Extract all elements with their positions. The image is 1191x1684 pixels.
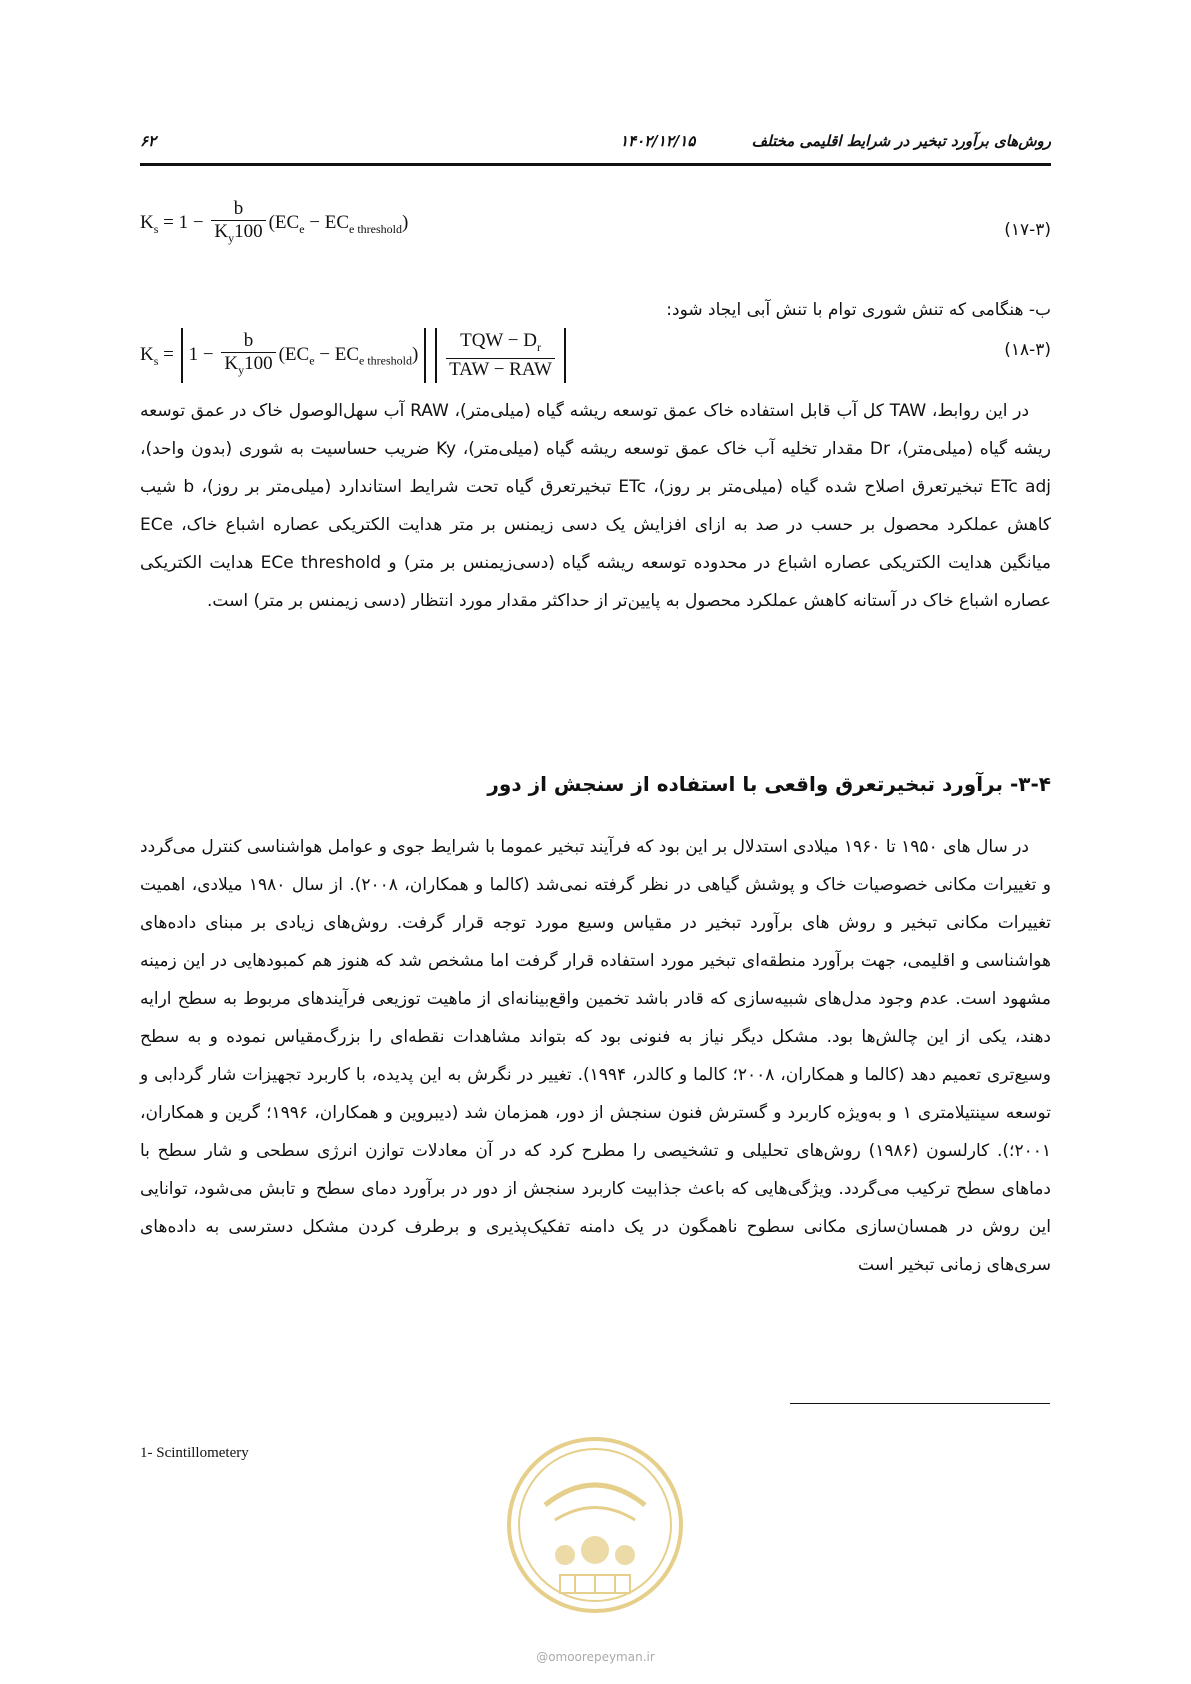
equation-18 <box>140 328 1051 383</box>
footnote: 1- Scintillometery <box>140 1445 249 1461</box>
section-heading: ۳-۴- برآورد تبخیرتعرق واقعی با استفاده از سنجش از دور <box>487 772 1051 796</box>
watermark: @omoorepeyman.ir <box>536 1650 655 1664</box>
definitions-text: در این روابط، TAW کل آب قابل استفاده خاک عمق توسعه ریشه گیاه (میلی‌متر)، RAW آب سهل‌الوصول خاک در عمق توسعه ریشه گیاه (میلی‌متر)، Dr مقدار تخلیه آب خاک عمق توسعه ریشه گیاه (میلی‌متر)، Ky ضریب حساسیت به شوری (بدون واحد)، ETc adj تبخیرتعرق اصلاح شده گیاه (میلی‌متر بر روز)، ETc تبخیرتعرق گیاه تحت شرایط استاندارد (میلی‌متر بر روز)، b شیب کاهش عملکرد محصول بر حسب در صد به ازای افزایش یک دسی زیمنس بر متر هدایت الکتریکی عصاره اشباع خاک، ECe میانگین هدایت الکتریکی عصاره اشباع در محدوده توسعه ریشه گیاه (دسی‌زیمنس بر متر) و ECe threshold هدایت الکتریکی عصاره اشباع خاک در آستانه کاهش عملکرد محصول به پایین‌تر از حداکثر مقدار مورد انتظار (دسی زیمنس بر متر) است. <box>140 401 1052 611</box>
publisher-seal-icon <box>505 1435 685 1615</box>
equation-17-number: (۱۷-۳) <box>1004 220 1051 240</box>
equation-18-formula: $K_s = 1$ − $\frac{b}{K_y100}$ $(EC_e - EC_{e threshold})$ $\frac{TQW - D_r}{\text{TAW − RAW}}$ <box>140 344 568 365</box>
fraction: $\frac{b}{K_y100}$ <box>211 198 265 249</box>
footnote-rule <box>790 1403 1050 1404</box>
page-header <box>140 132 1051 166</box>
header-rule <box>140 163 1051 166</box>
section-text: در سال های ۱۹۵۰ تا ۱۹۶۰ میلادی استدلال بر این بود که فرآیند تبخیر عموما با شرایط جوی و عوامل هواشناسی کنترل می‌گردد و تغییرات مکانی خصوصیات خاک و پوشش گیاهی در نظر گرفته نمی‌شد (کالما و همکاران، ۲۰۰۸). از سال ۱۹۸۰ میلادی، اهمیت تغییرات مکانی تبخیر و روش های برآورد تبخیر در مقیاس وسیع مورد توجه قرار گرفت. روش‌های زیادی بر مبنای داده‌های هواشناسی و اقلیمی، جهت برآورد منطقه‌ای تبخیر مورد استفاده قرار گرفت اما مشخص شد که هنوز هم کمبودهایی در این زمینه مشهود است. عدم وجود مدل‌های شبیه‌سازی که قادر باشد تخمین واقع‌بینانه‌ای از ماهیت توزیعی فرآیندهای مربوط به سطح ارایه دهند، یکی از این چالش‌ها بود. مشکل دیگر نیاز به فنونی بود که بتواند مشاهدات نقطه‌ای را بزرگ‌مقیاس نموده و به سطح وسیع‌تری تعمیم دهد (کالما و همکاران، ۲۰۰۸؛ کالما و کالدر، ۱۹۹۴). تغییر در نگرش به این پدیده، با کاربرد تجهیزات شار گردابی و توسعه سینتیلامتری ۱ و به‌ویژه کاربرد و گسترش فنون سنجش از دور، همزمان شد (دیبروین و همکاران، ۱۹۹۶؛ گرین و همکاران، ۲۰۰۱؛). کارلسون (۱۹۸۶) روش‌های تحلیلی و تشخیصی را مطرح کرد که در آن معادلات توازن انرژی سطحی و شار سطح با دماهای سطح ترکیب می‌گردد. ویژگی‌هایی که باعث جذابیت کاربرد سنجش از دور در برآورد دمای سطح و تابش می‌شود، توانایی این روش در همسان‌سازی مکانی سطوح ناهمگون در یک دامنه تفکیک‌پذیری و برطرف کردن مشکل دسترسی به داده‌های سری‌های زمانی تبخیر است <box>140 837 1052 1275</box>
equation-17 <box>140 198 1051 249</box>
section-paragraph <box>140 828 1051 1284</box>
equation-17-formula: $K_s = 1$ − $\frac{b}{K_y100}$ $(EC_e - EC_{e threshold})$ <box>140 212 408 233</box>
equation-18-number: (۱۸-۳) <box>1004 340 1051 360</box>
running-title: روش‌های برآورد تبخیر در شرایط اقلیمی مختلف <box>751 132 1051 150</box>
definitions-paragraph <box>140 392 1051 620</box>
page-number: ۶۲ <box>140 132 157 150</box>
sub-item-b: ب- هنگامی که تنش شوری توام با تنش آبی ایجاد شود: <box>666 300 1051 320</box>
header-date: ۱۴۰۲/۱۲/۱۵ <box>620 132 696 150</box>
